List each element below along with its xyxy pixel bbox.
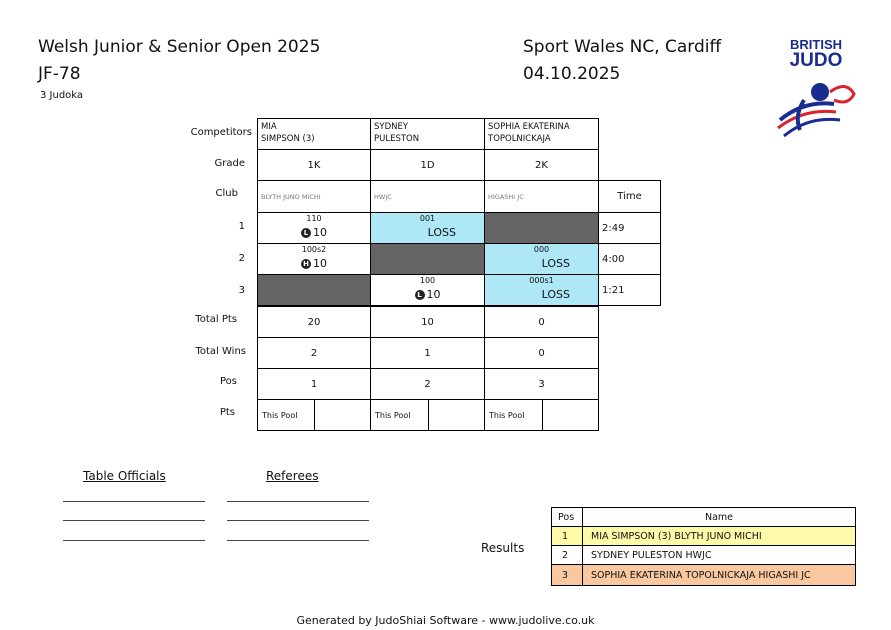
pos-3: 3 — [484, 368, 599, 400]
pts-this-pool-3: This Pool — [484, 399, 543, 431]
pts-this-pool-2: This Pool — [370, 399, 429, 431]
results-pos-3: 3 — [551, 564, 583, 586]
match-r3-c2: 100 L 10 — [370, 274, 485, 306]
total-wins-3: 0 — [484, 337, 599, 369]
label-club: Club — [215, 188, 238, 199]
grade-cell-1: 1K — [257, 149, 371, 181]
club-cell-2: HWJC — [370, 180, 485, 213]
pos-2: 2 — [370, 368, 485, 400]
pts-value-3 — [542, 399, 599, 431]
match-r3-c1-blocked — [257, 274, 371, 306]
judoka-figure-icon — [774, 70, 858, 146]
club-cell-3: HIGASHI JC — [484, 180, 599, 213]
tournament-title: Welsh Junior & Senior Open 2025 — [38, 37, 321, 57]
total-pts-2: 10 — [370, 306, 485, 338]
time-header: Time — [598, 180, 661, 213]
ippon-badge-icon: L — [415, 290, 425, 300]
grade-cell-3: 2K — [484, 149, 599, 181]
judoka-count: 3 Judoka — [40, 90, 84, 101]
category-title: JF-78 — [38, 64, 81, 84]
match-r1-c1: 110 L 10 — [257, 212, 371, 244]
british-judo-logo: BRITISH JUDO — [774, 38, 858, 146]
pts-this-pool-1: This Pool — [257, 399, 315, 431]
table-officials-heading: Table Officials — [83, 469, 166, 483]
time-row-3: 1:21 — [598, 274, 661, 306]
competitor-cell-2: SYDNEY PULESTON — [370, 118, 485, 150]
ippon-badge-icon: L — [301, 228, 311, 238]
match-r2-c2-blocked — [370, 243, 485, 275]
results-head-name: Name — [582, 507, 856, 527]
pts-value-1 — [314, 399, 371, 431]
results-pos-2: 2 — [551, 545, 583, 565]
hansoku-badge-icon: H — [301, 259, 311, 269]
total-pts-1: 20 — [257, 306, 371, 338]
date: 04.10.2025 — [523, 64, 621, 84]
grade-cell-2: 1D — [370, 149, 485, 181]
competitor-cell-1: MIA SIMPSON (3) — [257, 118, 371, 150]
match-r1-c2: 001 LOSS — [370, 212, 485, 244]
signature-line — [227, 540, 369, 541]
venue: Sport Wales NC, Cardiff — [523, 37, 722, 57]
label-pts: Pts — [219, 407, 235, 418]
label-competitors: Competitors — [190, 127, 252, 138]
match-r1-c3-blocked — [484, 212, 599, 244]
referees-heading: Referees — [266, 469, 319, 483]
results-label: Results — [481, 541, 525, 555]
pos-1: 1 — [257, 368, 371, 400]
signature-line — [227, 501, 369, 502]
results-name-1: MIA SIMPSON (3) BLYTH JUNO MICHI — [582, 526, 856, 546]
total-wins-1: 2 — [257, 337, 371, 369]
pts-value-2 — [428, 399, 485, 431]
total-wins-2: 1 — [370, 337, 485, 369]
signature-line — [63, 520, 205, 521]
results-name-2: SYDNEY PULESTON HWJC — [582, 545, 856, 565]
match-r2-c3: 000 LOSS — [484, 243, 599, 275]
time-row-2: 4:00 — [598, 243, 661, 275]
signature-line — [63, 540, 205, 541]
label-grade: Grade — [214, 158, 245, 169]
signature-line — [63, 501, 205, 502]
footer: Generated by JudoShiai Software - www.judolive.co.uk — [296, 614, 595, 627]
results-head-pos: Pos — [551, 507, 583, 527]
label-total-pts: Total Pts — [195, 314, 237, 325]
total-pts-3: 0 — [484, 306, 599, 338]
label-row-2: 2 — [238, 253, 245, 264]
signature-line — [227, 520, 369, 521]
results-name-3: SOPHIA EKATERINA TOPOLNICKAJA HIGASHI JC — [582, 564, 856, 586]
label-row-1: 1 — [238, 221, 245, 232]
time-row-1: 2:49 — [598, 212, 661, 244]
match-r3-c3: 000s1 LOSS — [484, 274, 599, 306]
label-row-3: 3 — [238, 285, 245, 296]
label-total-wins: Total Wins — [195, 346, 246, 357]
label-pos: Pos — [219, 376, 237, 387]
results-pos-1: 1 — [551, 526, 583, 546]
club-cell-1: BLYTH JUNO MICHI — [257, 180, 371, 213]
match-r2-c1: 100s2 H 10 — [257, 243, 371, 275]
competitor-cell-3: SOPHIA EKATERINA TOPOLNICKAJA — [484, 118, 599, 150]
